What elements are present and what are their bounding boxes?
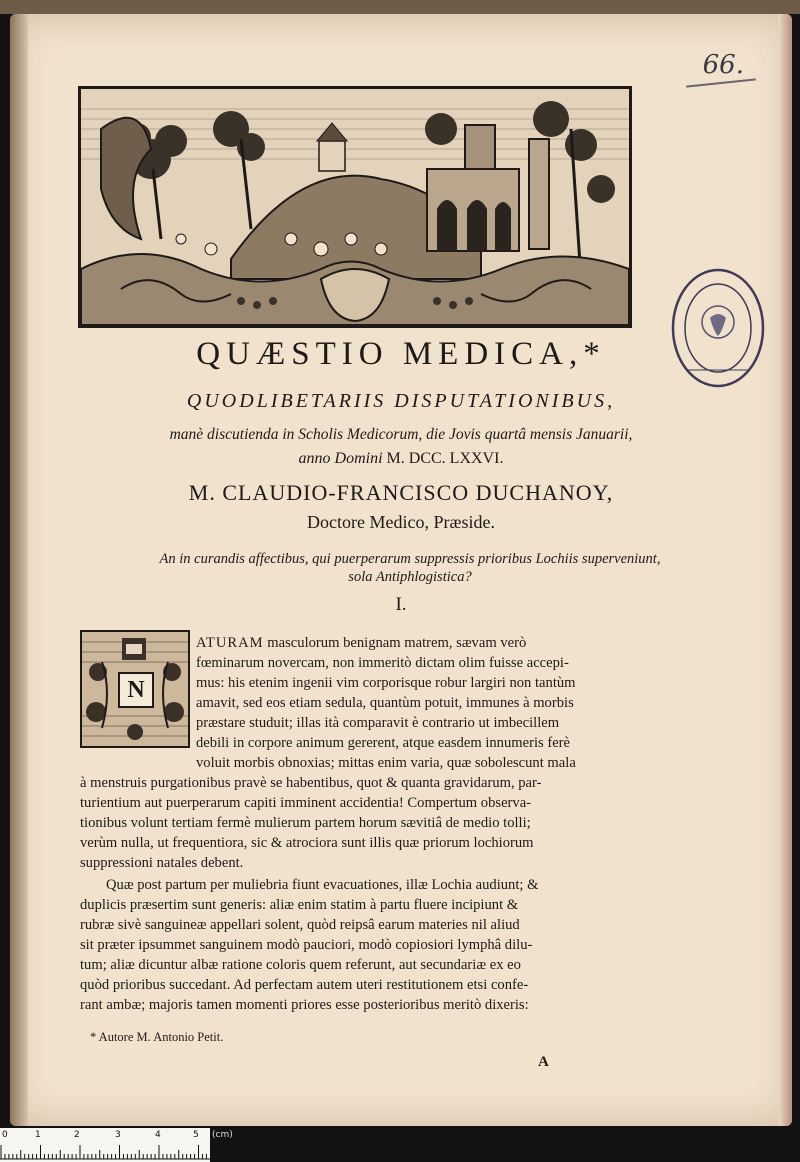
- ruler-label-3: 3: [115, 1130, 121, 1140]
- scale-ruler: [0, 1128, 210, 1162]
- date-line: manè discutienda in Scholis Medicorum, die Jovis quartâ mensis Januarii,: [169, 426, 633, 443]
- body-line-7: voluit morbis obnoxias; mittas enim varia, quæ sobolescunt mala: [196, 755, 576, 771]
- body-line-4: amavit, sed eos etiam sedula, quantùm potuit, immunes à morbis: [196, 695, 574, 711]
- body-line-11: verùm nulla, ut frequentiora, sic & atrociora sunt illis quæ priorum lochiorum: [80, 835, 534, 851]
- ruler-label-5: 5: [193, 1130, 199, 1140]
- body-line-1: ATURAM masculorum benignam matrem, sævam verò: [196, 635, 527, 651]
- subtitle: QUODLIBETARIIS DISPUTATIONIBUS,: [186, 390, 616, 412]
- ruler-ticks: [0, 1144, 210, 1160]
- folio-number: 66.: [702, 50, 744, 80]
- lead-word: ATURAM: [196, 635, 264, 651]
- signature-mark: A: [538, 1054, 549, 1070]
- body-line-12: suppressioni natales debent.: [80, 855, 244, 871]
- body-line-2: fœminarum novercam, non immeritò dictam olim fuisse accepi-: [196, 655, 569, 671]
- body-line-13: Quæ post partum per muliebria fiunt evacuationes, illæ Lochia audiunt; &: [106, 877, 539, 893]
- ruler-label-4: 4: [155, 1130, 161, 1140]
- body-line-17: tum; aliæ dicuntur albæ ratione coloris quem referunt, aut secundariæ ex eo: [80, 957, 521, 973]
- initial-letter: N: [118, 672, 154, 708]
- year-roman: M. DCC. LXXVI.: [386, 450, 504, 467]
- ruler-label-1: 1: [35, 1130, 41, 1140]
- woodcut-headpiece: [78, 86, 632, 328]
- main-title: QUÆSTIO MEDICA,*: [196, 336, 606, 372]
- year-line: [10, 450, 792, 468]
- decorated-initial: [80, 630, 190, 748]
- question-statement: [70, 550, 750, 586]
- body-line-9: turientium aut puerperarum capiti imminent accidentia! Compertum observa-: [80, 795, 532, 811]
- body-line-6: debili in corpore animum gererent, atque easdem innumeris ferè: [196, 735, 571, 751]
- book-top-edge: [0, 0, 800, 14]
- ruler-labels: [0, 1130, 220, 1142]
- body-line-5: præstare studuit; illas ità comparavit è contrario ut imbecillem: [196, 715, 560, 731]
- year-prefix: anno Domini: [298, 450, 383, 467]
- question-line-1: An in curandis affectibus, qui puerperarum suppressis prioribus Lochiis superveniunt,: [159, 551, 661, 567]
- body-line-19: rant ambæ; majoris tamen momenti priores esse posterioribus meritò dixeris:: [80, 997, 529, 1013]
- body-line-3: mus: his etenim ingenii vim corporisque robur largiri non tantùm: [196, 675, 576, 691]
- ruler-unit-label: (cm): [212, 1130, 233, 1140]
- section-number: I.: [395, 594, 407, 615]
- body-line-15: rubræ sivè sanguineæ appellari solent, quòd reipsâ earum materies nil aliud: [80, 917, 520, 933]
- body-line-10: tionibus volunt tertiam fermè mulierum partem horum sævitiâ de medio tolli;: [80, 815, 531, 831]
- author-name: M. CLAUDIO-FRANCISCO DUCHANOY,: [188, 480, 614, 505]
- body-line-18: quòd prioribus succedant. Ad perfectam autem uteri restitutionem etsi confe-: [80, 977, 529, 993]
- body-line-8: à menstruis purgationibus pravè se habentibus, quot & quanta gravidarum, par-: [80, 775, 542, 791]
- question-line-2: sola Antiphlogistica?: [348, 569, 472, 585]
- page-fore-edge: [778, 14, 792, 1126]
- body-line-14: duplicis præsertim sunt generis: aliæ enim statim à partu fluere incipiunt &: [80, 897, 519, 913]
- ruler-label-0: 0: [2, 1130, 8, 1140]
- page-gutter: [10, 14, 28, 1126]
- footnote: * Autore M. Antonio Petit.: [90, 1030, 224, 1044]
- ruler-label-2: 2: [74, 1130, 80, 1140]
- document-page: [10, 14, 792, 1126]
- author-role: Doctore Medico, Præside.: [307, 512, 495, 532]
- woodcut-landscape-illustration: [81, 89, 629, 325]
- body-line-16: sit præter ipsummet sanguinem modò pauciori, modò copiosiori lymphâ dilu-: [80, 937, 533, 953]
